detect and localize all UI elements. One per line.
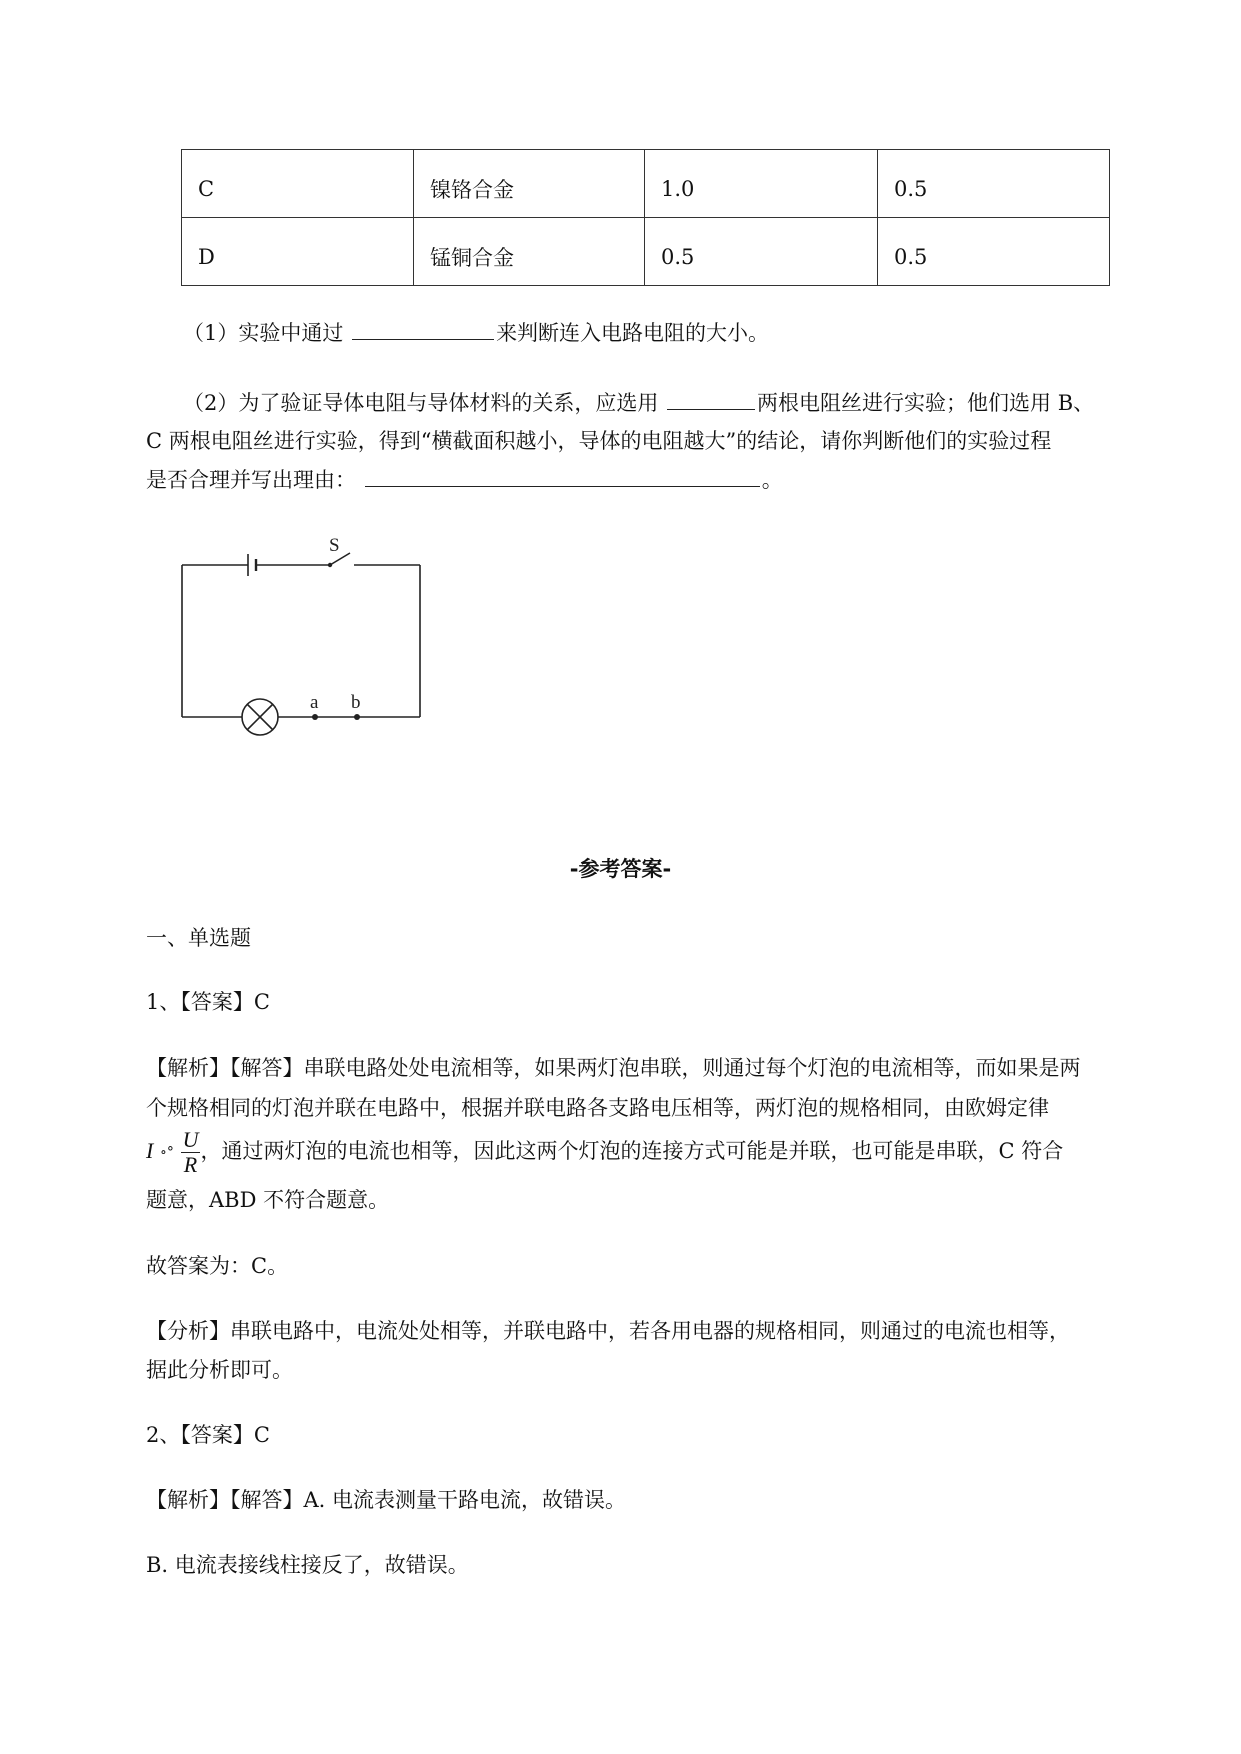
answer-2-analysis-line2: B. 电流表接线柱接反了，故错误。	[146, 1553, 469, 1577]
formula-lhs: I	[146, 1138, 154, 1163]
question-1	[183, 316, 769, 350]
question-2-line2: C 两根电阻丝进行实验，得到“横截面积越小，导体的电阻越大”的结论，请你判断他们的实验过程	[146, 429, 1052, 453]
answer-blank-1[interactable]	[352, 317, 494, 340]
question-2-line3	[146, 463, 783, 497]
table-cell-length: 0.5	[645, 218, 878, 286]
switch-contact	[328, 563, 332, 567]
point-b-label: b	[351, 692, 361, 713]
table-cell-area: 0.5	[878, 150, 1110, 218]
section-heading: 一、单选题	[146, 926, 251, 950]
formula-denominator: R	[183, 1152, 198, 1177]
question-2-line1	[183, 386, 1094, 420]
circuit-diagram	[170, 530, 430, 750]
answer-2-analysis-line1: 【解析】【解答】A. 电流表测量干路电流，故错误。	[146, 1488, 627, 1512]
answer-1-conclusion: 故答案为：C。	[146, 1254, 289, 1278]
table-cell-area: 0.5	[878, 218, 1110, 286]
question-1-suffix: 来判断连入电路电阻的大小。	[496, 321, 770, 345]
answer-1-analysis-line3	[146, 1128, 1063, 1177]
formula-symbol: ∘°	[160, 1144, 174, 1161]
answer-1: 1、【答案】C	[146, 990, 270, 1014]
point-a-label: a	[310, 692, 319, 713]
answer-1-analysis-line4: 题意，ABD 不符合题意。	[146, 1188, 390, 1212]
formula-fraction	[181, 1128, 201, 1177]
switch-label: S	[329, 535, 340, 556]
answer-1-analysis-line1: 【解析】【解答】串联电路处处电流相等，如果两灯泡串联，则通过每个灯泡的电流相等，而如果是两	[146, 1056, 1081, 1080]
table-cell-material: 锰铜合金	[414, 218, 645, 286]
point-b-dot	[354, 714, 360, 720]
question-1-prefix: （1）实验中通过	[183, 321, 344, 345]
answer-1-analysis-line2: 个规格相同的灯泡并联在电路中，根据并联电路各支路电压相等，两灯泡的规格相同，由欧姆定律	[146, 1096, 1049, 1120]
answers-title: -参考答案-	[569, 857, 672, 881]
answer-2: 2、【答案】C	[146, 1423, 270, 1447]
formula-numerator: U	[182, 1127, 199, 1152]
table-cell-id: D	[182, 218, 414, 286]
question-2-line1-suffix: 两根电阻丝进行实验；他们选用 B、	[757, 391, 1095, 415]
table-cell-id: C	[182, 150, 414, 218]
answer-blank-2[interactable]	[667, 387, 755, 410]
answer-1-analysis-line3-text: ，通过两灯泡的电流也相等，因此这两个灯泡的连接方式可能是并联，也可能是串联，C 符合	[200, 1139, 1064, 1163]
question-2-line3-prefix: 是否合理并写出理由：	[146, 468, 356, 492]
answer-1-fenxi-line2: 据此分析即可。	[146, 1358, 293, 1382]
answer-blank-3[interactable]	[365, 464, 760, 487]
question-2-line3-suffix: 。	[761, 468, 783, 492]
point-a-dot	[312, 714, 318, 720]
table-row	[182, 218, 1110, 286]
question-2-prefix: （2）为了验证导体电阻与导体材料的关系，应选用	[183, 391, 659, 415]
table-row	[182, 150, 1110, 218]
table-cell-length: 1.0	[645, 150, 878, 218]
material-table	[181, 149, 1110, 286]
answer-1-fenxi-line1: 【分析】串联电路中，电流处处相等，并联电路中，若各用电器的规格相同，则通过的电流也相等，	[146, 1319, 1070, 1343]
table-cell-material: 镍铬合金	[414, 150, 645, 218]
